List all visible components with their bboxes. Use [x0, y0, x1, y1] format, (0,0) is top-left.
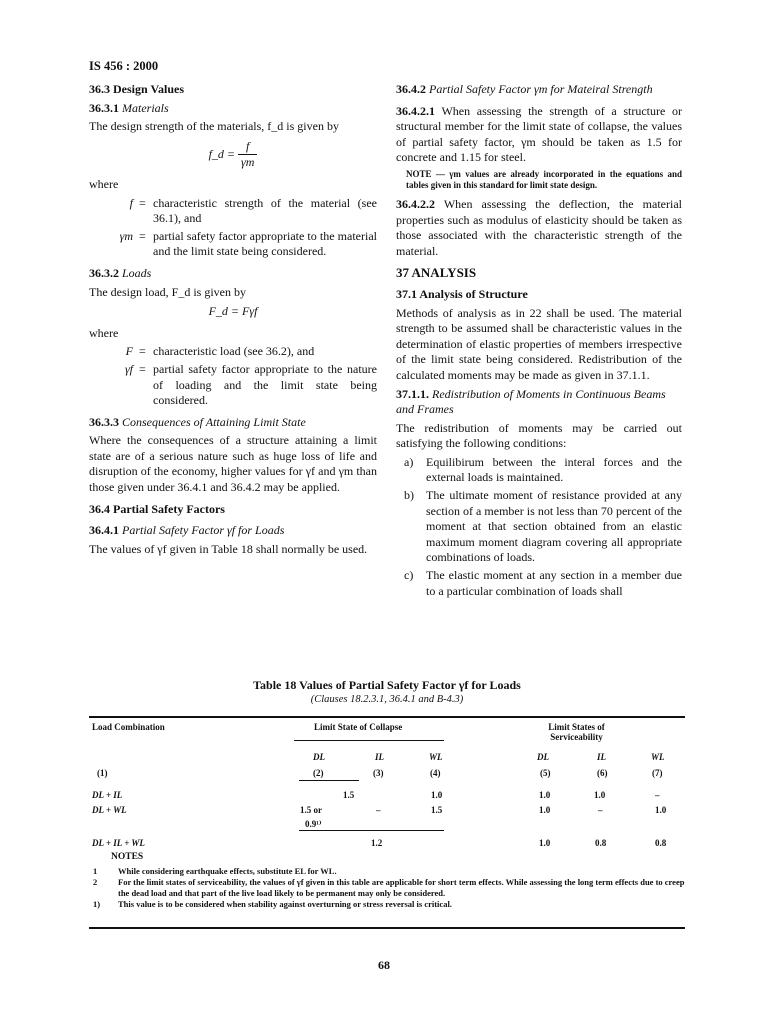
note: NOTE — γm values are already incorporated in the equations and tables given in this standard for limit state design.: [406, 168, 682, 190]
section-number: 36.3.2: [89, 265, 119, 280]
table-caption: Table 18 Values of Partial Safety Factor γf for Loads: [253, 678, 521, 692]
definition-list: [89, 196, 377, 260]
clause-number: 36.4.2.2: [396, 196, 435, 211]
row-label: DL + IL: [92, 790, 123, 800]
equals-sign: =: [139, 195, 146, 210]
column-number: (5): [540, 768, 551, 778]
column-number: (7): [652, 768, 663, 778]
definition-symbol: F: [125, 344, 133, 359]
formula-design-strength: [89, 139, 377, 171]
list-item-text: The elastic moment at any section in a member due to a particular combination of loads shall: [426, 568, 682, 598]
definition-text: partial safety factor appropriate to the nature of loading and the limit state being considered.: [153, 361, 377, 408]
subheader-wl-collapse: WL: [429, 752, 443, 762]
list-item-text: Equilibirum between the interal forces and the external loads is maintained.: [426, 454, 682, 485]
list-item-label: c): [404, 568, 414, 583]
definition-symbol: γm: [119, 228, 133, 243]
cell-wl-collapse: 1.0: [431, 790, 443, 800]
cell-merged: 1.2: [371, 838, 383, 848]
column-group-serviceability: Limit States of Serviceability: [548, 722, 605, 742]
definition-row: [89, 229, 377, 260]
cell-merged: 1.5: [343, 790, 355, 800]
column-number: (6): [597, 768, 608, 778]
paragraph-36-4-2-2: [396, 197, 682, 259]
equals-sign: =: [139, 361, 146, 376]
left-column: [89, 82, 377, 560]
note-text: While considering earthquake effects, substitute EL for WL.: [118, 865, 337, 876]
cell-dl-service: 1.0: [539, 790, 551, 800]
cell-dl-collapse-alt: 0.9¹⁾: [305, 819, 322, 829]
column-number: (3): [373, 768, 384, 778]
section-heading-36-4-1: [89, 523, 377, 539]
section-number: 36.4.1: [89, 523, 119, 538]
equals-sign: =: [139, 344, 146, 359]
note-row: [89, 899, 685, 910]
standard-header: IS 456 : 2000: [89, 59, 159, 73]
note-text: For the limit states of serviceability, the values of γf given in this table are applicable for short term effects. While assessing the long term effects due to creep the dead load and that part of the live load likely to be permanent may only be considered.: [118, 877, 685, 898]
definition-row: [89, 196, 377, 227]
table-clauses: (Clauses 18.2.3.1, 36.4.1 and B-4.3): [310, 694, 464, 705]
subheader-dl-service: DL: [537, 752, 549, 762]
merge-rule: [299, 780, 359, 781]
formula-design-load: F_d = Fγf: [208, 304, 258, 319]
section-heading-37-1-1: [396, 387, 682, 418]
note-row: [89, 877, 685, 898]
equals-sign: =: [139, 228, 146, 243]
paragraph-36-4-1: The values of γf given in Table 18 shall normally be used.: [89, 541, 368, 556]
notes-title: NOTES: [111, 852, 144, 862]
cell-wl-service: –: [655, 790, 660, 800]
list-item: [396, 455, 682, 486]
note-text: This value is to be considered when stability against overturning or stress reversal is critical.: [118, 899, 452, 909]
list-item-label: a): [404, 454, 414, 469]
merge-rule: [299, 830, 444, 831]
clause-text: When assessing the deflection, the material properties such as modulus of elasticity should be taken as those associated with the characteristic strength of the material.: [396, 196, 682, 258]
clause-text: When assessing the strength of a structure or structural member for the limit state of collapse, the values of partial safety factor, γm should be taken as 1.5 for concrete and 1.15 for steel.: [396, 103, 682, 165]
definition-text: characteristic strength of the material (see 36.1), and: [153, 195, 377, 226]
section-number: 36.3.1: [89, 100, 119, 115]
section-title: Loads: [122, 265, 152, 280]
section-number: 36.3.3: [89, 414, 119, 429]
section-number: 36.4.2: [396, 82, 426, 96]
note-label: 1: [93, 865, 98, 876]
table-bottom-rule: [89, 927, 685, 929]
where-label: where: [89, 176, 119, 191]
section-title: Materials: [122, 100, 169, 115]
conditions-list: [396, 455, 682, 599]
paragraph-loads: The design load, F_d is given by: [89, 284, 246, 299]
note-label: 1): [93, 899, 101, 909]
list-item: [396, 488, 682, 566]
section-heading-36-3-2: [89, 266, 377, 282]
cell-wl-collapse: 1.5: [431, 805, 443, 815]
table-notes: [89, 852, 685, 911]
cell-il-collapse: –: [376, 805, 381, 815]
table-top-rule: [89, 716, 685, 718]
paragraph-36-4-2-1: [396, 104, 682, 166]
section-heading-37: 37 ANALYSIS: [396, 265, 477, 281]
cell-il-service: 1.0: [594, 790, 606, 800]
list-item-text: The ultimate moment of resistance provided at any section of a member is not less than 70 percent of the moment at that section obtained from an elastic maximum moment diagram covering all appropriate combinations of loads.: [426, 488, 682, 565]
definition-symbol: f: [129, 195, 133, 210]
definition-text: partial safety factor appropriate to the material and the limit state being considered.: [153, 228, 377, 259]
subheader-dl-collapse: DL: [313, 752, 325, 762]
fraction: [238, 139, 257, 171]
section-number: 37.1.1.: [396, 386, 429, 401]
cell-il-service: –: [598, 805, 603, 815]
formula-lhs: f_d =: [208, 146, 236, 161]
fraction-denominator: γm: [241, 155, 255, 170]
section-title: Partial Safety Factor γf for Loads: [122, 523, 285, 538]
definition-text: characteristic load (see 36.2), and: [153, 344, 315, 359]
definition-list: [89, 344, 377, 408]
cell-dl-collapse: 1.5 or: [300, 805, 322, 815]
definition-row: [89, 362, 377, 409]
column-group-collapse: Limit State of Collapse: [314, 722, 403, 732]
definition-symbol: γf: [124, 361, 133, 376]
cell-wl-service: 1.0: [655, 805, 667, 815]
section-heading-37-1: 37.1 Analysis of Structure: [396, 286, 528, 301]
note-label: 2: [93, 877, 98, 887]
row-label: DL + WL: [92, 805, 127, 815]
section-heading-36-3-3: [89, 415, 377, 431]
section-heading-36-4: 36.4 Partial Safety Factors: [89, 501, 225, 516]
cell-dl-service: 1.0: [539, 838, 551, 848]
fraction-numerator: f: [238, 139, 257, 156]
paragraph-consequences: Where the consequences of a structure attaining a limit state are of a serious nature such as huge loss of life and disruption of the economy, higher values for γf and γm than those given under 36.4.1 and 36.4.2 may be applied.: [89, 433, 377, 495]
cell-wl-service: 0.8: [655, 838, 667, 848]
list-item-label: b): [404, 488, 414, 503]
section-heading-36-3-1: [89, 101, 377, 117]
cell-il-service: 0.8: [595, 838, 607, 848]
subheader-il-service: IL: [597, 752, 606, 762]
where-label: where: [89, 325, 119, 340]
section-title: Consequences of Attaining Limit State: [122, 414, 306, 429]
paragraph-37-1-1: The redistribution of moments may be carried out satisfying the following conditions:: [396, 420, 682, 451]
column-header-load-combination: Load Combination: [92, 722, 165, 732]
subheader-wl-service: WL: [651, 752, 665, 762]
note-row: [89, 866, 685, 877]
group-rule: [294, 740, 444, 741]
section-title: Partial Safety Factor γm for Mateiral Strength: [429, 82, 653, 96]
right-column: [396, 82, 682, 601]
column-number: (4): [430, 768, 441, 778]
paragraph-37-1: Methods of analysis as in 22 shall be used. The material strength to be assumed shall be characteristic values in the determination of elastic properties of members irrespective of the limit state being considered. Redistribution of the calculated moments may be made as given in 37.1.1.: [396, 305, 682, 382]
page-number: 68: [378, 958, 390, 972]
column-number: (1): [97, 768, 108, 778]
section-heading-36-4-2: [396, 82, 682, 98]
paragraph-materials: The design strength of the materials, f_d is given by: [89, 119, 339, 134]
section-title: Redistribution of Moments in Continuous Beams and Frames: [396, 386, 666, 417]
definition-row: [89, 344, 377, 360]
cell-dl-service: 1.0: [539, 805, 551, 815]
column-number: (2): [313, 768, 324, 778]
row-label: DL + IL + WL: [92, 838, 145, 848]
section-heading-36-3: 36.3 Design Values: [89, 82, 185, 96]
list-item: [396, 568, 682, 599]
clause-number: 36.4.2.1: [396, 103, 435, 118]
subheader-il-collapse: IL: [375, 752, 384, 762]
